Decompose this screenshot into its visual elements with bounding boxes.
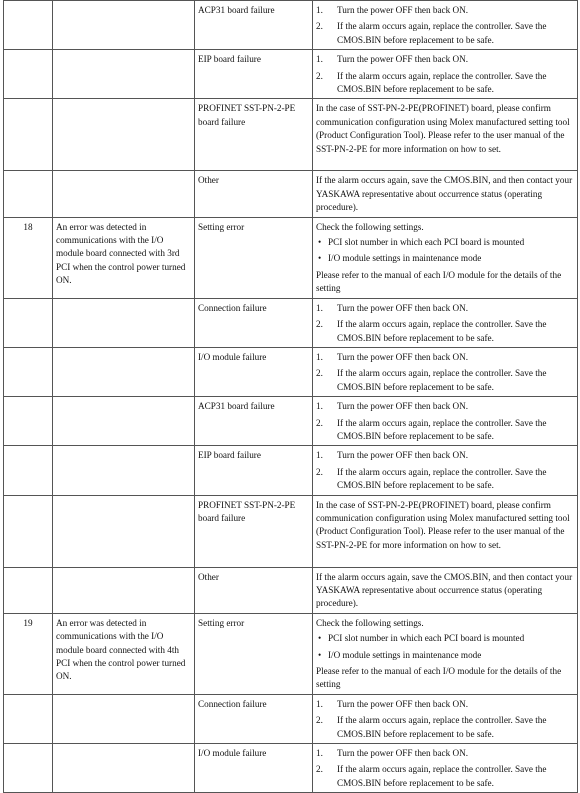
remedy-step xyxy=(316,53,574,66)
remedy-bullet xyxy=(316,632,574,645)
remedy-cell xyxy=(313,217,578,298)
remedy-cell xyxy=(313,446,578,495)
remedy-bullet xyxy=(316,252,574,265)
remedy-step xyxy=(316,747,574,760)
remedy-cell xyxy=(313,744,578,793)
step-number: 1. xyxy=(316,748,323,759)
sub-code-cell: Setting error xyxy=(195,217,313,298)
table-row xyxy=(4,567,578,613)
table-row xyxy=(4,217,578,298)
step-text: If the alarm occurs again, replace the controller. Save the CMOS.BIN before replacement to be safe. xyxy=(337,715,547,739)
alarm-number-cell xyxy=(4,744,53,793)
table-row xyxy=(4,50,578,99)
remedy-text: If the alarm occurs again, save the CMOS.BIN, and then contact your YASKAWA representative about occurrence status (operating procedure). xyxy=(316,571,573,609)
sub-code-cell: ACP31 board failure xyxy=(195,397,313,446)
alarm-description-cell xyxy=(53,171,195,217)
remedy-intro: Check the following settings. xyxy=(316,617,424,628)
manual-page xyxy=(3,0,577,793)
sub-code-cell: EIP board failure xyxy=(195,446,313,495)
remedy-step xyxy=(316,351,574,364)
alarm-number-cell xyxy=(4,298,53,347)
remedy-cell xyxy=(313,1,578,50)
step-number: 2. xyxy=(316,764,323,775)
remedy-step xyxy=(316,302,574,315)
step-number: 2. xyxy=(316,21,323,32)
step-number: 2. xyxy=(316,368,323,379)
step-number: 2. xyxy=(316,70,323,81)
remedy-cell xyxy=(313,495,578,567)
remedy-intro: Check the following settings. xyxy=(316,221,424,232)
remedy-cell xyxy=(313,347,578,396)
step-text: Turn the power OFF then back ON. xyxy=(337,302,469,313)
alarm-number-cell: 18 xyxy=(4,217,53,298)
remedy-step xyxy=(316,400,574,413)
step-text: Turn the power OFF then back ON. xyxy=(337,401,469,412)
step-number: 1. xyxy=(316,401,323,412)
remedy-cell xyxy=(313,694,578,743)
remedy-outro: Please refer to the manual of each I/O module for the details of the setting xyxy=(316,666,562,690)
sub-code-cell: Other xyxy=(195,171,313,217)
alarm-description-cell xyxy=(53,99,195,171)
table-row xyxy=(4,298,578,347)
step-number: 1. xyxy=(316,450,323,461)
alarm-number-cell xyxy=(4,347,53,396)
step-number: 1. xyxy=(316,54,323,65)
remedy-text: In the case of SST-PN-2-PE(PROFINET) board, please confirm communication configuration using Molex manufactured setting tool (Product Configuration Tool). Please refer to the user manual of the SST-PN-2-PE for more information on how to set. xyxy=(316,499,570,550)
alarm-table xyxy=(3,0,578,793)
remedy-step xyxy=(316,763,574,790)
sub-code-cell: Other xyxy=(195,567,313,613)
step-text: Turn the power OFF then back ON. xyxy=(337,450,469,461)
step-number: 2. xyxy=(316,715,323,726)
remedy-step xyxy=(316,20,574,47)
table-row xyxy=(4,347,578,396)
alarm-description-cell xyxy=(53,397,195,446)
table-row xyxy=(4,613,578,694)
bullet-text: PCI slot number in which each PCI board is mounted xyxy=(328,237,525,248)
remedy-cell xyxy=(313,50,578,99)
remedy-cell xyxy=(313,171,578,217)
remedy-bullet xyxy=(316,649,574,662)
step-number: 2. xyxy=(316,319,323,330)
sub-code-cell: PROFINET SST-PN-2-PE board failure xyxy=(195,99,313,171)
step-text: If the alarm occurs again, replace the controller. Save the CMOS.BIN before replacement to be safe. xyxy=(337,70,547,95)
step-number: 1. xyxy=(316,698,323,709)
alarm-table-body xyxy=(4,1,578,793)
alarm-number-cell xyxy=(4,1,53,50)
remedy-outro: Please refer to the manual of each I/O module for the details of the setting xyxy=(316,269,562,294)
step-text: If the alarm occurs again, replace the controller. Save the CMOS.BIN before replacement to be safe. xyxy=(337,21,547,45)
bullet-icon: • xyxy=(318,649,322,660)
alarm-number-cell: 19 xyxy=(4,613,53,694)
table-row xyxy=(4,397,578,446)
step-number: 2. xyxy=(316,417,323,428)
alarm-description-cell xyxy=(53,694,195,743)
sub-code-cell: Connection failure xyxy=(195,694,313,743)
alarm-description-cell: An error was detected in communications with the I/O module board connected with 3rd PCI when the control power turned ON. xyxy=(53,217,195,298)
remedy-bullet xyxy=(316,236,574,249)
remedy-text: If the alarm occurs again, save the CMOS.BIN, and then contact your YASKAWA representative about occurrence status (operating procedure). xyxy=(316,175,573,213)
sub-code-cell: I/O module failure xyxy=(195,347,313,396)
table-row xyxy=(4,171,578,217)
table-row xyxy=(4,495,578,567)
remedy-step xyxy=(316,466,574,493)
remedy-cell xyxy=(313,613,578,694)
alarm-description-cell xyxy=(53,744,195,793)
sub-code-cell: Setting error xyxy=(195,613,313,694)
step-text: If the alarm occurs again, replace the controller. Save the CMOS.BIN before replacement to be safe. xyxy=(337,764,547,788)
alarm-number-cell xyxy=(4,694,53,743)
sub-code-cell: I/O module failure xyxy=(195,744,313,793)
sub-code-cell: ACP31 board failure xyxy=(195,1,313,50)
bullet-text: I/O module settings in maintenance mode xyxy=(328,649,482,660)
remedy-step xyxy=(316,367,574,394)
alarm-number-cell xyxy=(4,495,53,567)
sub-code-cell: Connection failure xyxy=(195,298,313,347)
step-text: Turn the power OFF then back ON. xyxy=(337,698,469,709)
step-text: If the alarm occurs again, replace the controller. Save the CMOS.BIN before replacement to be safe. xyxy=(337,417,547,441)
step-text: Turn the power OFF then back ON. xyxy=(337,5,469,15)
step-number: 1. xyxy=(316,302,323,313)
alarm-description-cell xyxy=(53,347,195,396)
step-text: If the alarm occurs again, replace the controller. Save the CMOS.BIN before replacement to be safe. xyxy=(337,368,547,392)
remedy-step xyxy=(316,70,574,97)
step-text: If the alarm occurs again, replace the controller. Save the CMOS.BIN before replacement to be safe. xyxy=(337,319,547,343)
step-number: 1. xyxy=(316,5,323,15)
table-row xyxy=(4,446,578,495)
alarm-number-cell xyxy=(4,99,53,171)
alarm-description-cell xyxy=(53,1,195,50)
table-row xyxy=(4,744,578,793)
remedy-cell xyxy=(313,567,578,613)
alarm-description-cell: An error was detected in communications with the I/O module board connected with 4th PCI when the control power turned ON. xyxy=(53,613,195,694)
remedy-step xyxy=(316,4,574,17)
alarm-description-cell xyxy=(53,50,195,99)
table-row xyxy=(4,694,578,743)
table-row xyxy=(4,99,578,171)
alarm-description-cell xyxy=(53,446,195,495)
alarm-number-cell xyxy=(4,446,53,495)
alarm-number-cell xyxy=(4,397,53,446)
bullet-icon: • xyxy=(318,237,322,248)
remedy-step xyxy=(316,417,574,444)
bullet-icon: • xyxy=(318,253,322,264)
sub-code-cell: EIP board failure xyxy=(195,50,313,99)
alarm-description-cell xyxy=(53,298,195,347)
remedy-step xyxy=(316,449,574,462)
alarm-number-cell xyxy=(4,567,53,613)
remedy-cell xyxy=(313,298,578,347)
remedy-cell xyxy=(313,397,578,446)
sub-code-cell: PROFINET SST-PN-2-PE board failure xyxy=(195,495,313,567)
step-number: 2. xyxy=(316,466,323,477)
remedy-step xyxy=(316,698,574,711)
bullet-text: PCI slot number in which each PCI board is mounted xyxy=(328,633,525,644)
step-text: Turn the power OFF then back ON. xyxy=(337,748,469,759)
bullet-text: I/O module settings in maintenance mode xyxy=(328,253,482,264)
remedy-text: In the case of SST-PN-2-PE(PROFINET) board, please confirm communication configuration using Molex manufactured setting tool (Product Configuration Tool). Please refer to the user manual of the SST-PN-2-PE for more information on how to set. xyxy=(316,103,570,154)
alarm-description-cell xyxy=(53,495,195,567)
step-text: If the alarm occurs again, replace the controller. Save the CMOS.BIN before replacement to be safe. xyxy=(337,466,547,491)
remedy-step xyxy=(316,318,574,345)
step-text: Turn the power OFF then back ON. xyxy=(337,351,469,362)
table-row xyxy=(4,1,578,50)
alarm-number-cell xyxy=(4,50,53,99)
remedy-cell xyxy=(313,99,578,171)
alarm-description-cell xyxy=(53,567,195,613)
step-text: Turn the power OFF then back ON. xyxy=(337,54,469,65)
alarm-number-cell xyxy=(4,171,53,217)
step-number: 1. xyxy=(316,351,323,362)
remedy-step xyxy=(316,714,574,741)
bullet-icon: • xyxy=(318,633,322,644)
